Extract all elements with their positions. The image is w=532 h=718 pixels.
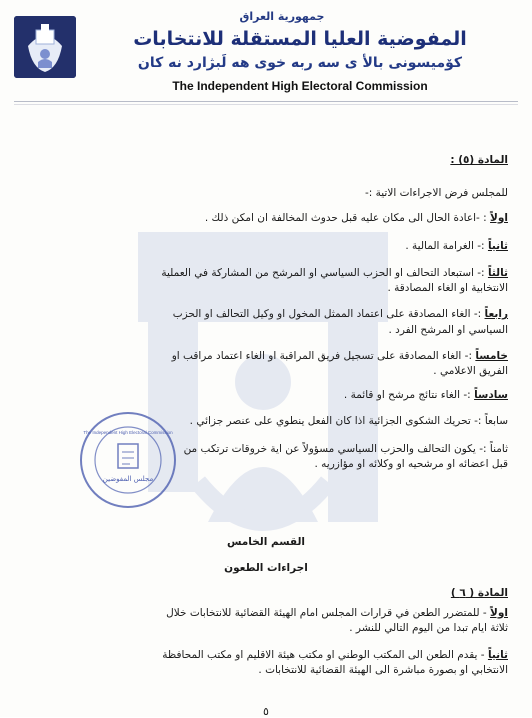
article-5-intro: للمجلس فرض الاجراءات الاتية :- bbox=[364, 187, 508, 199]
item-text: - يقدم الطعن الى المكتب الوطني او مكتب هيئة الاقليم او مكتب المحافظة bbox=[162, 649, 485, 661]
header-divider-secondary bbox=[14, 104, 518, 105]
item-label: سادساً bbox=[474, 389, 508, 401]
article-6-item-1-continued: ثلاثة ايام تبدا من اليوم التالي للنشر . bbox=[349, 622, 508, 634]
article-6-item-2 bbox=[24, 648, 508, 662]
item-label: خامساً bbox=[475, 350, 508, 362]
header-commission-kurdish: كۆميسونى بالأ ى سه ربه خوى هه لَبژارد نه كان bbox=[137, 55, 463, 71]
article-5-item-8-continued: قبل اعضائه او مرشحيه او وكلائه او مؤازريه . bbox=[314, 458, 508, 470]
item-text: :- الغاء المصادقة على تسجيل فريق المراقبة او الغاء اعتماد مراقب او bbox=[171, 350, 473, 362]
header-divider bbox=[14, 101, 518, 102]
official-stamp-icon bbox=[78, 410, 178, 510]
item-text: :- يكون التحالف والحزب السياسي مسؤولاً عن اية خروقات ترتكب من bbox=[183, 443, 487, 455]
article-5-title: المادة (٥) : bbox=[450, 154, 508, 166]
article-5-item-2 bbox=[24, 239, 508, 253]
logo-emblem-icon bbox=[14, 16, 76, 78]
item-text: :- الغرامة المالية . bbox=[405, 240, 485, 252]
item-text: :- الغاء المصادقة على اعتماد الممثل المخول او وكيل التحالف او الحزب bbox=[172, 308, 482, 320]
stamp-bottom-text: مجلس المفوضين bbox=[102, 475, 154, 483]
article-5-item-5-continued: الفريق الاعلامي . bbox=[433, 365, 508, 377]
article-5-item-3 bbox=[24, 266, 508, 280]
item-label: رابعاً bbox=[484, 308, 508, 320]
item-text: - للمتضرر الطعن في قرارات المجلس امام الهيئة القضائية للانتخابات خلال bbox=[166, 607, 487, 619]
article-5-item-4-continued: السياسي او المرشح الفرد . bbox=[388, 324, 508, 336]
item-label: اولاً bbox=[490, 607, 508, 619]
article-5-item-1 bbox=[24, 211, 508, 225]
article-6-title: المادة ( ٦ ) bbox=[450, 587, 508, 599]
page-number: ٥ bbox=[263, 705, 269, 718]
item-label: ثامناً bbox=[489, 443, 508, 455]
article-5-item-4 bbox=[24, 307, 508, 321]
item-text: : -اعادة الحال الى مكان عليه قبل حدوث المخالفة ان امكن ذلك . bbox=[204, 212, 487, 224]
article-5-item-5 bbox=[24, 349, 508, 363]
commission-logo bbox=[14, 16, 76, 78]
item-label: ثانياً bbox=[487, 649, 508, 661]
article-5-item-6 bbox=[24, 388, 508, 402]
item-label: ثالثاً bbox=[487, 267, 508, 279]
article-6-item-2-continued: الانتخابي او بصورة مباشرة الى الهيئة القضائية للانتخابات . bbox=[258, 664, 508, 676]
item-text: :- الغاء نتائج مرشح او قائمة . bbox=[343, 389, 471, 401]
stamp-top-text: The Independent High Electoral Commission bbox=[83, 430, 173, 435]
header-commission-english: The Independent High Electoral Commission bbox=[172, 79, 428, 93]
item-label: ثانياً bbox=[487, 240, 508, 252]
section-5-subtitle: اجراءات الطعون bbox=[224, 562, 308, 574]
item-text: :- تحريك الشكوى الجزائية اذا كان الفعل ينطوي على عنصر جزائي . bbox=[189, 415, 482, 427]
header-country: جمهورية العراق bbox=[239, 10, 325, 23]
article-5-item-3-continued: الانتخابية او الغاء المصادقة . bbox=[387, 282, 508, 294]
article-6-item-1 bbox=[24, 606, 508, 620]
header-commission-arabic: المفوضية العليا المستقلة للانتخابات bbox=[133, 28, 467, 50]
item-label: اولاً bbox=[490, 212, 508, 224]
section-5-title: القسم الخامس bbox=[226, 536, 306, 548]
item-label: سابعاً bbox=[484, 415, 508, 427]
item-text: :- استبعاد التحالف او الحزب السياسي او المرشح من المشاركة في العملية bbox=[161, 267, 485, 279]
